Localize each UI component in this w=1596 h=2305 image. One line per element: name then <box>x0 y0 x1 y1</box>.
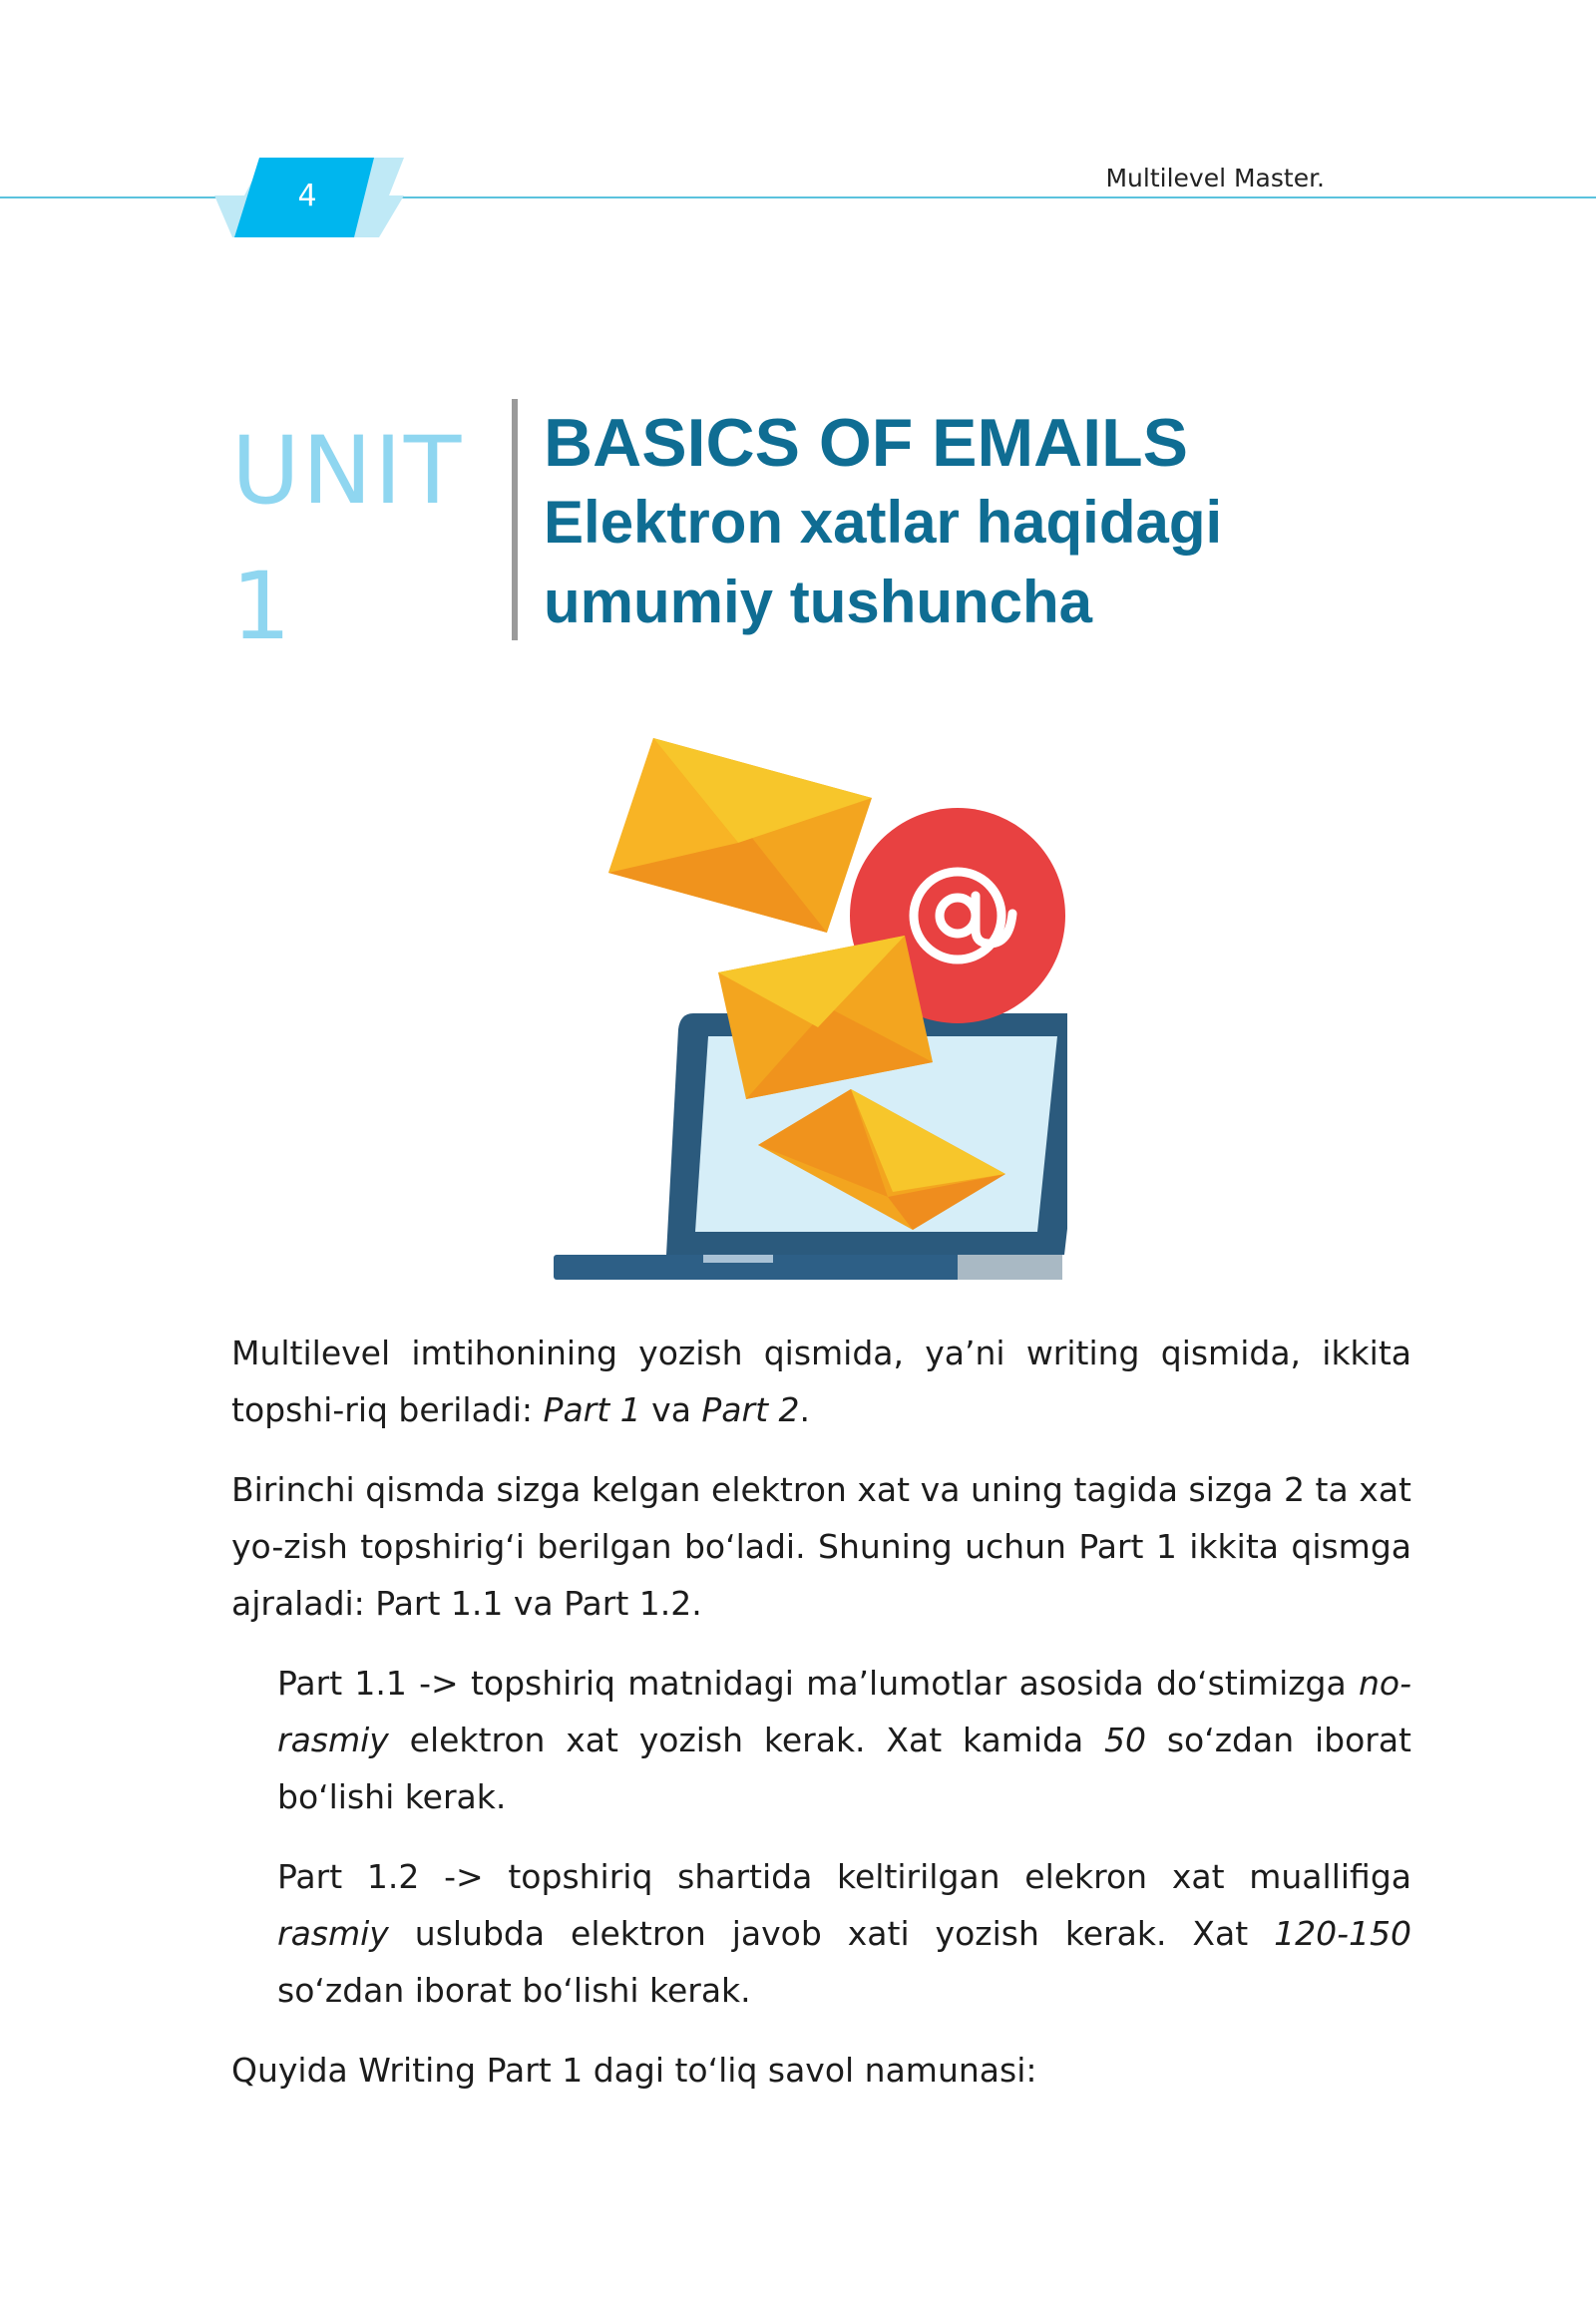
italic-part1: Part 1 <box>543 1390 641 1429</box>
text-span: so‘zdan iborat bo‘lishi kerak. <box>277 1721 1411 1816</box>
text-span: so‘zdan iborat bo‘lishi kerak. <box>277 1971 751 2010</box>
italic-word-range: 120-150 <box>1274 1914 1411 1953</box>
unit-label <box>231 404 481 675</box>
unit-title-en: BASICS OF EMAILS <box>544 405 1189 481</box>
unit-title-uz-line2: umumiy tushuncha <box>544 569 1093 635</box>
italic-informal: no-rasmiy <box>277 1664 1411 1759</box>
text-span: Part 1.2 -> topshiriq shartida keltirilgan elekron xat muallifiga <box>277 1857 1411 1896</box>
envelope-icon <box>608 738 872 933</box>
unit-title <box>544 403 1441 642</box>
text-span: Multilevel imtihonining yozish qismida, ya’ni writing qismida, ikkita topshi-riq beriladi: <box>231 1334 1411 1429</box>
page-number: 4 <box>297 179 317 213</box>
unit-label-word: UNIT <box>231 417 464 526</box>
paragraph-part1-explanation: Birinchi qismda sizga kelgan elektron xat va uning tagida sizga 2 ta xat yo-zish topshirig‘i berilgan bo‘ladi. Shuning uchun Part 1 ikkita qismga ajraladi: Part 1.1 va Part 1.2. <box>231 1470 1411 1623</box>
paragraph-sample-intro: Quyida Writing Part 1 dagi to‘liq savol namunasi: <box>231 2051 1037 2090</box>
unit-divider <box>512 399 518 640</box>
italic-part2: Part 2 <box>701 1390 800 1429</box>
unit-label-number: 1 <box>231 553 293 661</box>
running-title: Multilevel Master. <box>1105 164 1325 192</box>
text-span: Part 1.1 -> topshiriq matnidagi ma’lumotlar asosida do‘stimizga <box>277 1664 1359 1703</box>
body-text <box>231 1325 1411 2121</box>
paragraph-intro <box>231 1325 1411 1438</box>
text-span: uslubda elektron javob xati yozish kerak. Xat <box>388 1914 1275 1953</box>
italic-formal: rasmiy <box>277 1914 389 1953</box>
text-span: elektron xat yozish kerak. Xat kamida <box>388 1721 1105 1759</box>
italic-word-count: 50 <box>1104 1721 1147 1759</box>
email-illustration <box>549 738 1067 1282</box>
text-span: . <box>799 1390 811 1429</box>
paragraph-part1-2 <box>277 1848 1411 2019</box>
text-span: va <box>640 1390 702 1429</box>
paragraph-part1-1 <box>277 1655 1411 1825</box>
unit-title-uz-line1: Elektron xatlar haqidagi <box>544 489 1223 556</box>
